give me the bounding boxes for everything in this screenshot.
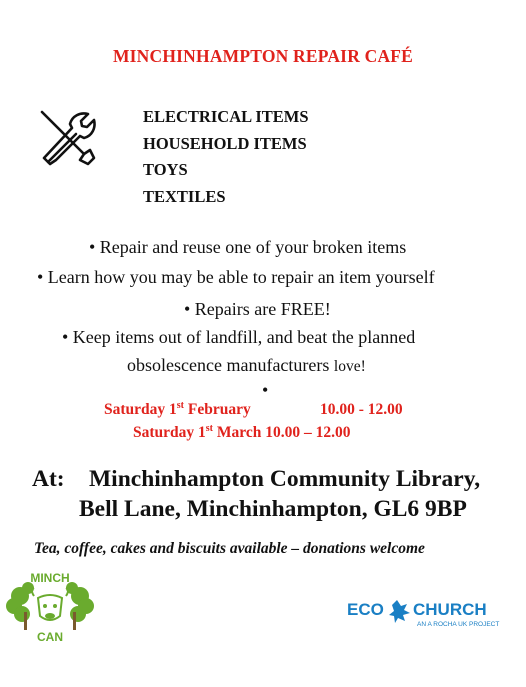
bullet-landfill-cont <box>127 352 366 380</box>
bullet-empty: • <box>262 380 269 400</box>
wrench-and-screwdriver-icon <box>36 106 102 172</box>
eco-subtitle: AN A ROCHA UK PROJECT <box>417 621 500 628</box>
can-text: CAN <box>37 630 63 644</box>
item-categories-list <box>143 104 309 210</box>
bullet-landfill-end: love! <box>333 358 366 375</box>
minch-can-logo <box>4 566 96 646</box>
date-february <box>104 399 403 419</box>
date-day: Saturday 1 <box>104 401 177 418</box>
eco-text: ECO <box>347 600 384 619</box>
bullet-reuse: • Repair and reuse one of your broken items <box>89 237 407 257</box>
location-line1: Minchinhampton Community Library, <box>89 466 481 492</box>
bullet-free: • Repairs are FREE! <box>184 299 331 319</box>
eco-church-logo <box>347 596 517 630</box>
date-day: Saturday 1 <box>133 424 206 441</box>
date-month: February <box>184 401 251 418</box>
category-item: ELECTRICAL ITEMS <box>143 107 309 126</box>
category-item: TEXTILES <box>143 186 226 206</box>
date-march <box>133 424 351 442</box>
minch-text: MINCH <box>30 571 70 585</box>
date-ordinal: st <box>205 422 214 434</box>
location-line2: Bell Lane, Minchinhampton, GL6 9BP <box>79 496 467 522</box>
category-item: TOYS <box>143 160 188 179</box>
leaf-icon <box>389 600 410 623</box>
date-rest: March 10.00 – 12.00 <box>213 424 351 441</box>
church-text: CHURCH <box>413 600 487 619</box>
page-title: MINCHINHAMPTON REPAIR CAFÉ <box>112 46 414 66</box>
date-ordinal: st <box>176 399 185 411</box>
date-time: 10.00 - 12.00 <box>320 401 403 418</box>
category-item: HOUSEHOLD ITEMS <box>143 133 307 153</box>
refreshments-note: Tea, coffee, cakes and biscuits available – donations welcome <box>34 540 425 557</box>
bullet-landfill-text: obsolescence manufacturers <box>127 355 330 375</box>
bullet-learn: • Learn how you may be able to repair an item yourself <box>37 267 435 287</box>
location-label: At: <box>32 466 65 492</box>
bullet-landfill: • Keep items out of landfill, and beat the planned <box>62 327 416 347</box>
